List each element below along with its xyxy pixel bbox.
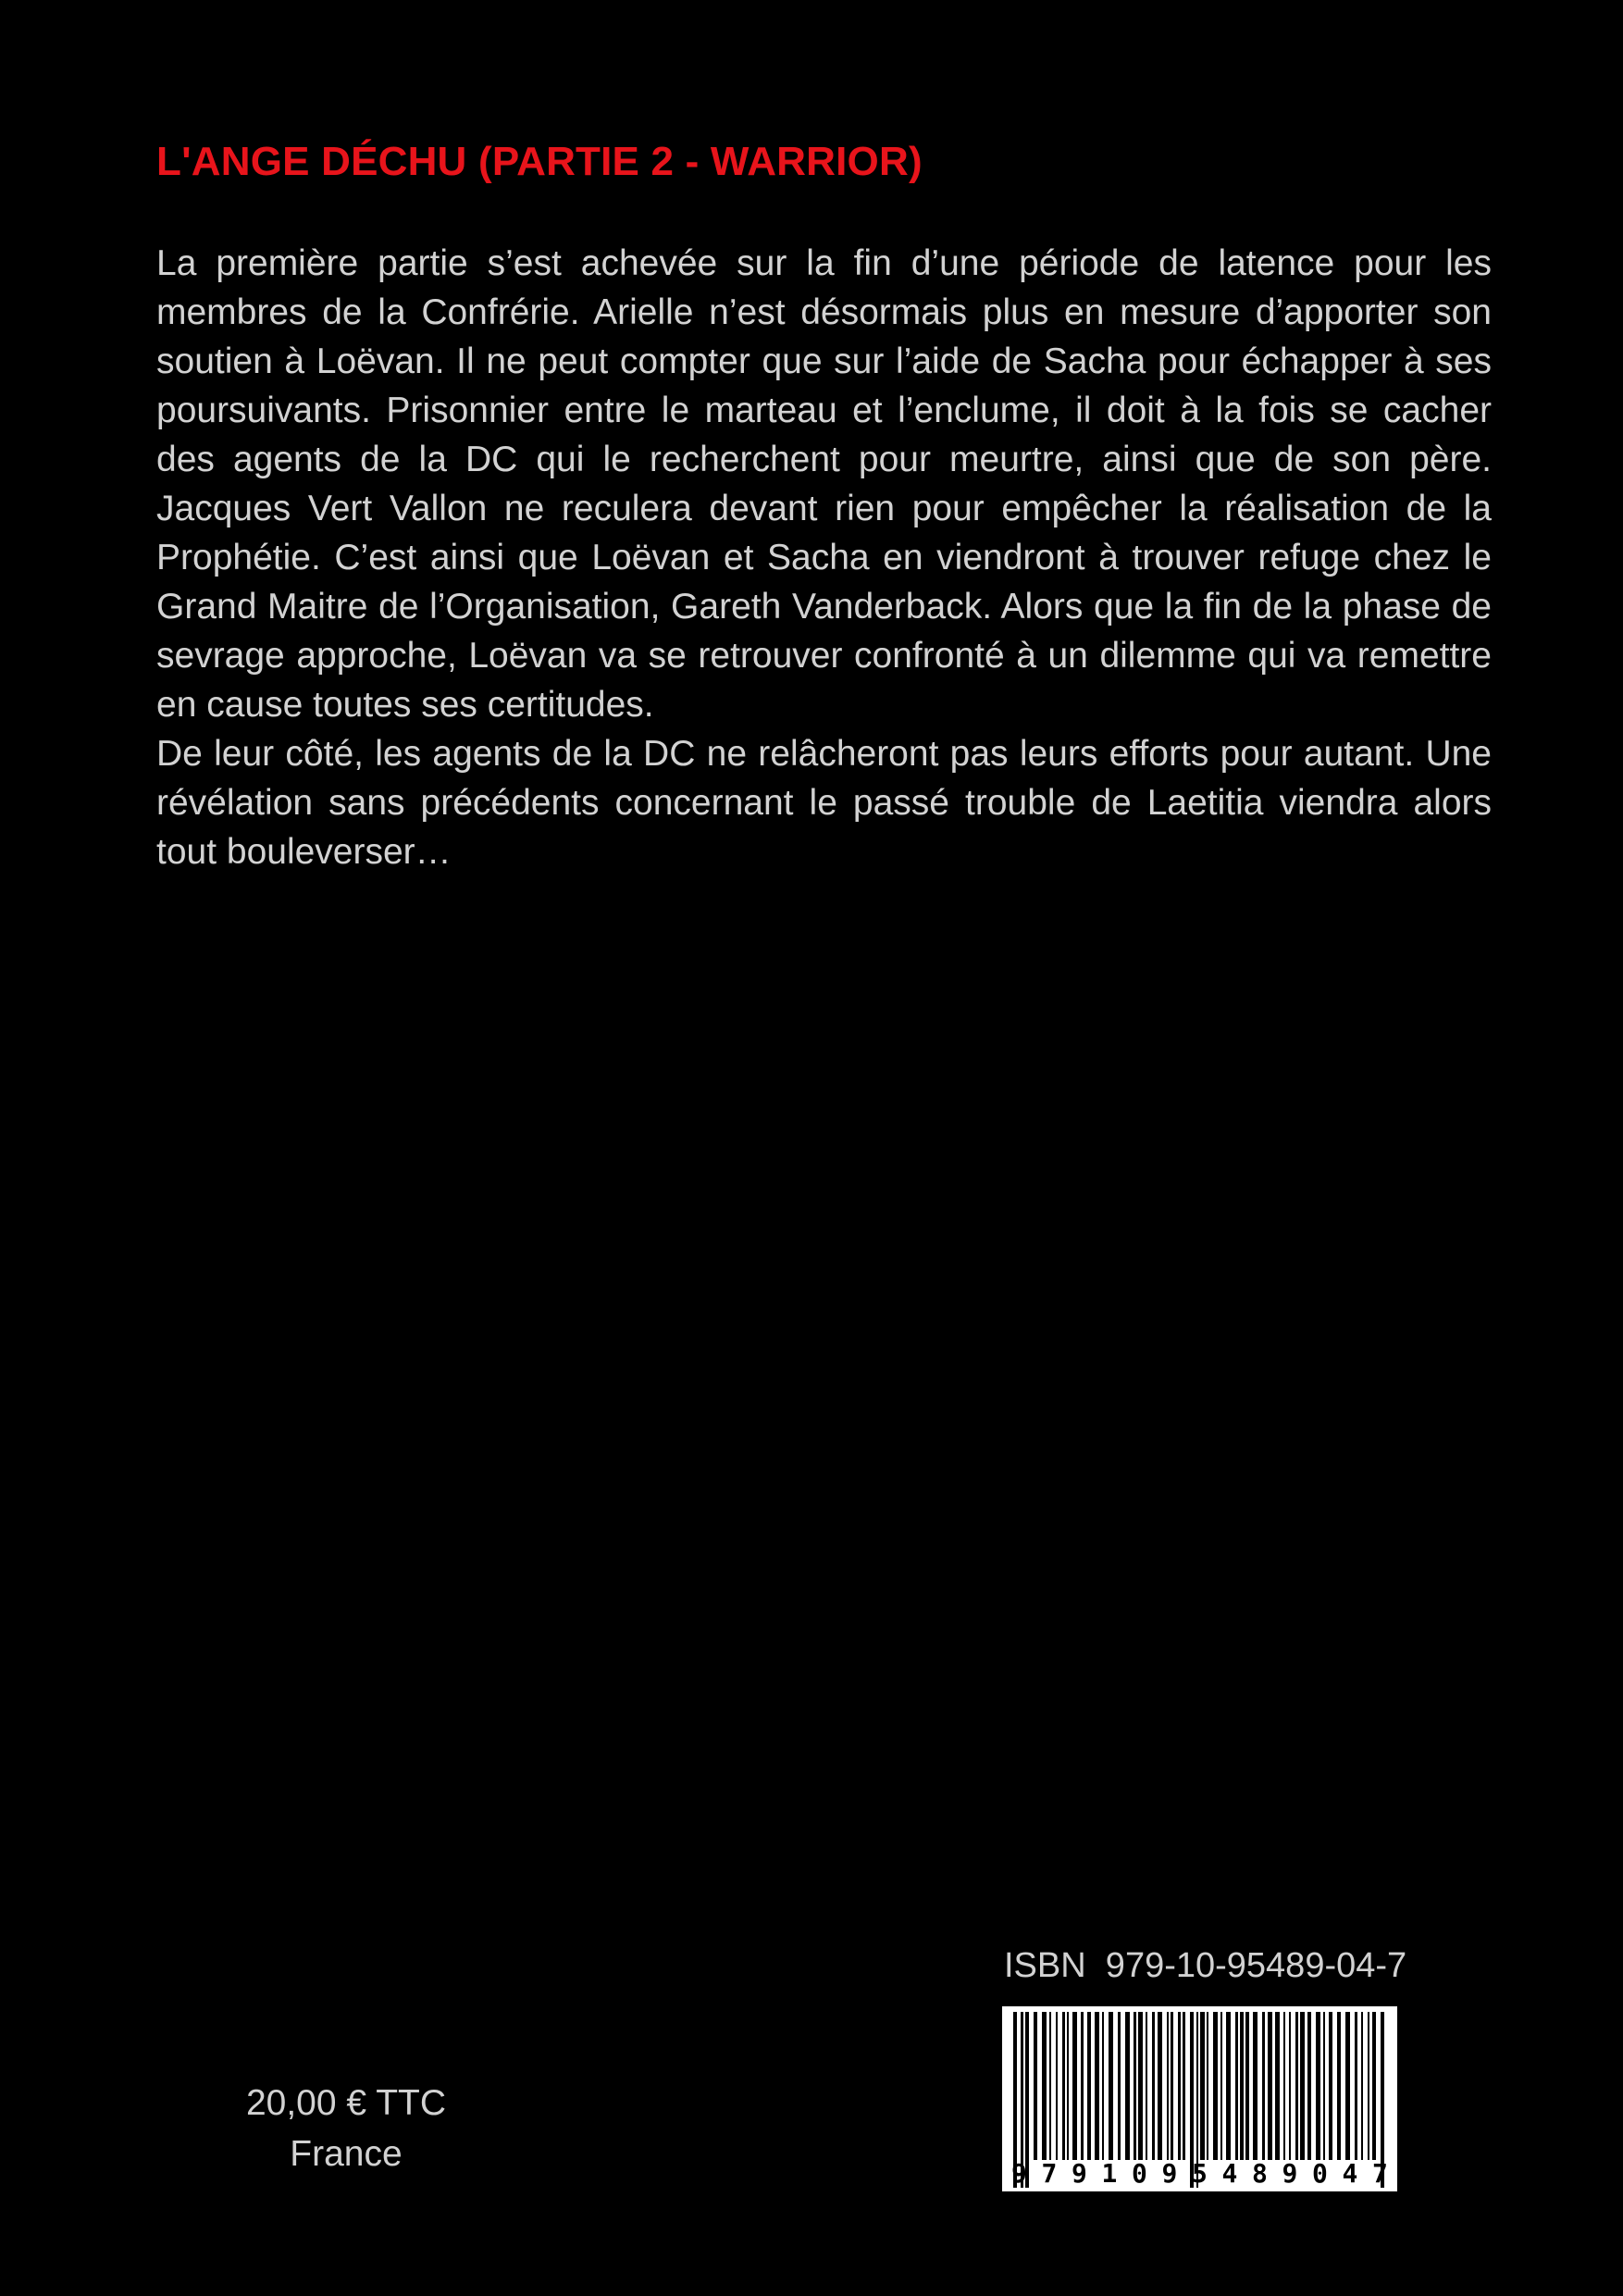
barcode-digit: 4 bbox=[1221, 2158, 1238, 2189]
barcode-bar bbox=[1067, 2012, 1069, 2160]
barcode-bar bbox=[1213, 2012, 1218, 2160]
barcode-bar bbox=[1283, 2012, 1285, 2160]
barcode-digit: 4 bbox=[1342, 2158, 1358, 2189]
isbn-label: ISBN 979-10-95489-04-7 bbox=[1004, 1946, 1407, 1985]
barcode-bar bbox=[1235, 2012, 1238, 2160]
barcode-bar bbox=[1171, 2012, 1173, 2160]
barcode-bar bbox=[1095, 2012, 1099, 2160]
barcode-bar bbox=[1125, 2012, 1130, 2160]
barcode-bar bbox=[1056, 2012, 1058, 2160]
barcode-bar bbox=[1034, 2012, 1037, 2160]
barcode-bar bbox=[1372, 2012, 1376, 2160]
barcode-bar bbox=[1042, 2012, 1047, 2160]
barcode-bar bbox=[1240, 2012, 1244, 2160]
barcode-bar bbox=[1300, 2012, 1305, 2160]
barcode-digit: 7 bbox=[1372, 2158, 1388, 2189]
barcode-bar bbox=[1138, 2012, 1143, 2160]
barcode-bar bbox=[1146, 2012, 1147, 2160]
barcode-digit: 0 bbox=[1312, 2158, 1328, 2189]
barcode-bar bbox=[1087, 2012, 1091, 2160]
barcode-bar bbox=[1268, 2012, 1272, 2160]
barcode-bar bbox=[1289, 2012, 1291, 2160]
barcode-bar bbox=[1226, 2012, 1231, 2160]
barcode-bar bbox=[1134, 2012, 1136, 2160]
back-cover-summary bbox=[156, 239, 1492, 876]
barcode-digit: 9 bbox=[1282, 2158, 1298, 2189]
barcode-bar bbox=[1220, 2012, 1222, 2160]
barcode-bar bbox=[1152, 2012, 1155, 2160]
barcode-digit: 9 bbox=[1072, 2158, 1087, 2189]
barcode-digit: 8 bbox=[1252, 2158, 1268, 2189]
price-block bbox=[222, 2078, 470, 2179]
barcode-bar bbox=[1295, 2012, 1298, 2160]
barcode-bar bbox=[1109, 2012, 1113, 2160]
barcode-bar bbox=[1245, 2012, 1249, 2160]
barcode-digits bbox=[1011, 2158, 1388, 2189]
barcode-bar bbox=[1316, 2012, 1320, 2160]
summary-paragraph-1: La première partie s’est achevée sur la fin d’une période de latence pour les membres de la Confrérie. Arielle n’est désormais plus en mesure d’apporter son soutien à Loëvan. Il ne peut compter que sur l’aide de Sacha pour échapper à ses poursuivants. Prisonnier entre le marteau et l’enclume, il doit à la fois se cacher des agents de la DC qui le recherchent pour meurtre, ainsi que de son père. Jacques Vert Vallon ne reculera devant rien pour empêcher la réalisation de la Prophétie. C’est ainsi que Loëvan et Sacha en viendront à trouver refuge chez le Grand Maitre de l’Organisation, Gareth Vanderback. Alors que la fin de la phase de sevrage approche, Loëvan va se retrouver confronté à un dilemme qui va remettre en cause toutes ses certitudes. bbox=[156, 243, 1492, 725]
barcode-digit: 9 bbox=[1011, 2158, 1027, 2189]
barcode bbox=[1002, 2006, 1397, 2191]
barcode-bar bbox=[1253, 2012, 1258, 2160]
barcode-bar bbox=[1200, 2012, 1205, 2160]
barcode-bar bbox=[1275, 2012, 1280, 2160]
barcode-bar bbox=[1307, 2012, 1311, 2160]
barcode-digit: 7 bbox=[1041, 2158, 1058, 2189]
country-label: France bbox=[290, 2134, 403, 2174]
barcode-bar bbox=[1355, 2012, 1357, 2160]
barcode-bar bbox=[1361, 2012, 1363, 2160]
summary-paragraph-2: De leur côté, les agents de la DC ne relâcheront pas leurs efforts pour autant. Une révélation sans précédents concernant le passé trouble de Laetitia viendra alors tout bouleverser… bbox=[156, 734, 1492, 872]
book-title: L'ANGE DÉCHU (PARTIE 2 - WARRIOR) bbox=[156, 139, 923, 184]
barcode-digit: 9 bbox=[1161, 2158, 1178, 2189]
barcode-digit: 0 bbox=[1132, 2158, 1147, 2189]
barcode-digit: 5 bbox=[1192, 2158, 1208, 2189]
barcode-bar bbox=[1167, 2012, 1169, 2160]
barcode-bar bbox=[1072, 2012, 1077, 2160]
barcode-bar bbox=[1118, 2012, 1121, 2160]
barcode-bar bbox=[1323, 2012, 1325, 2160]
barcode-bar bbox=[1337, 2012, 1341, 2160]
barcode-bar bbox=[1178, 2012, 1181, 2160]
barcode-bar bbox=[1081, 2012, 1084, 2160]
barcode-bar bbox=[1102, 2012, 1104, 2160]
barcode-bar bbox=[1158, 2012, 1162, 2160]
barcode-digit: 1 bbox=[1101, 2158, 1118, 2189]
barcode-bar bbox=[1345, 2012, 1350, 2160]
barcode-bar bbox=[1062, 2012, 1065, 2160]
barcode-bar bbox=[1049, 2012, 1051, 2160]
barcode-bar bbox=[1183, 2012, 1185, 2160]
price-label: 20,00 € TTC bbox=[245, 2083, 447, 2123]
barcode-bar bbox=[1207, 2012, 1208, 2160]
barcode-bar bbox=[1329, 2012, 1332, 2160]
barcode-bar bbox=[1368, 2012, 1369, 2160]
barcode-bar bbox=[1262, 2012, 1265, 2160]
